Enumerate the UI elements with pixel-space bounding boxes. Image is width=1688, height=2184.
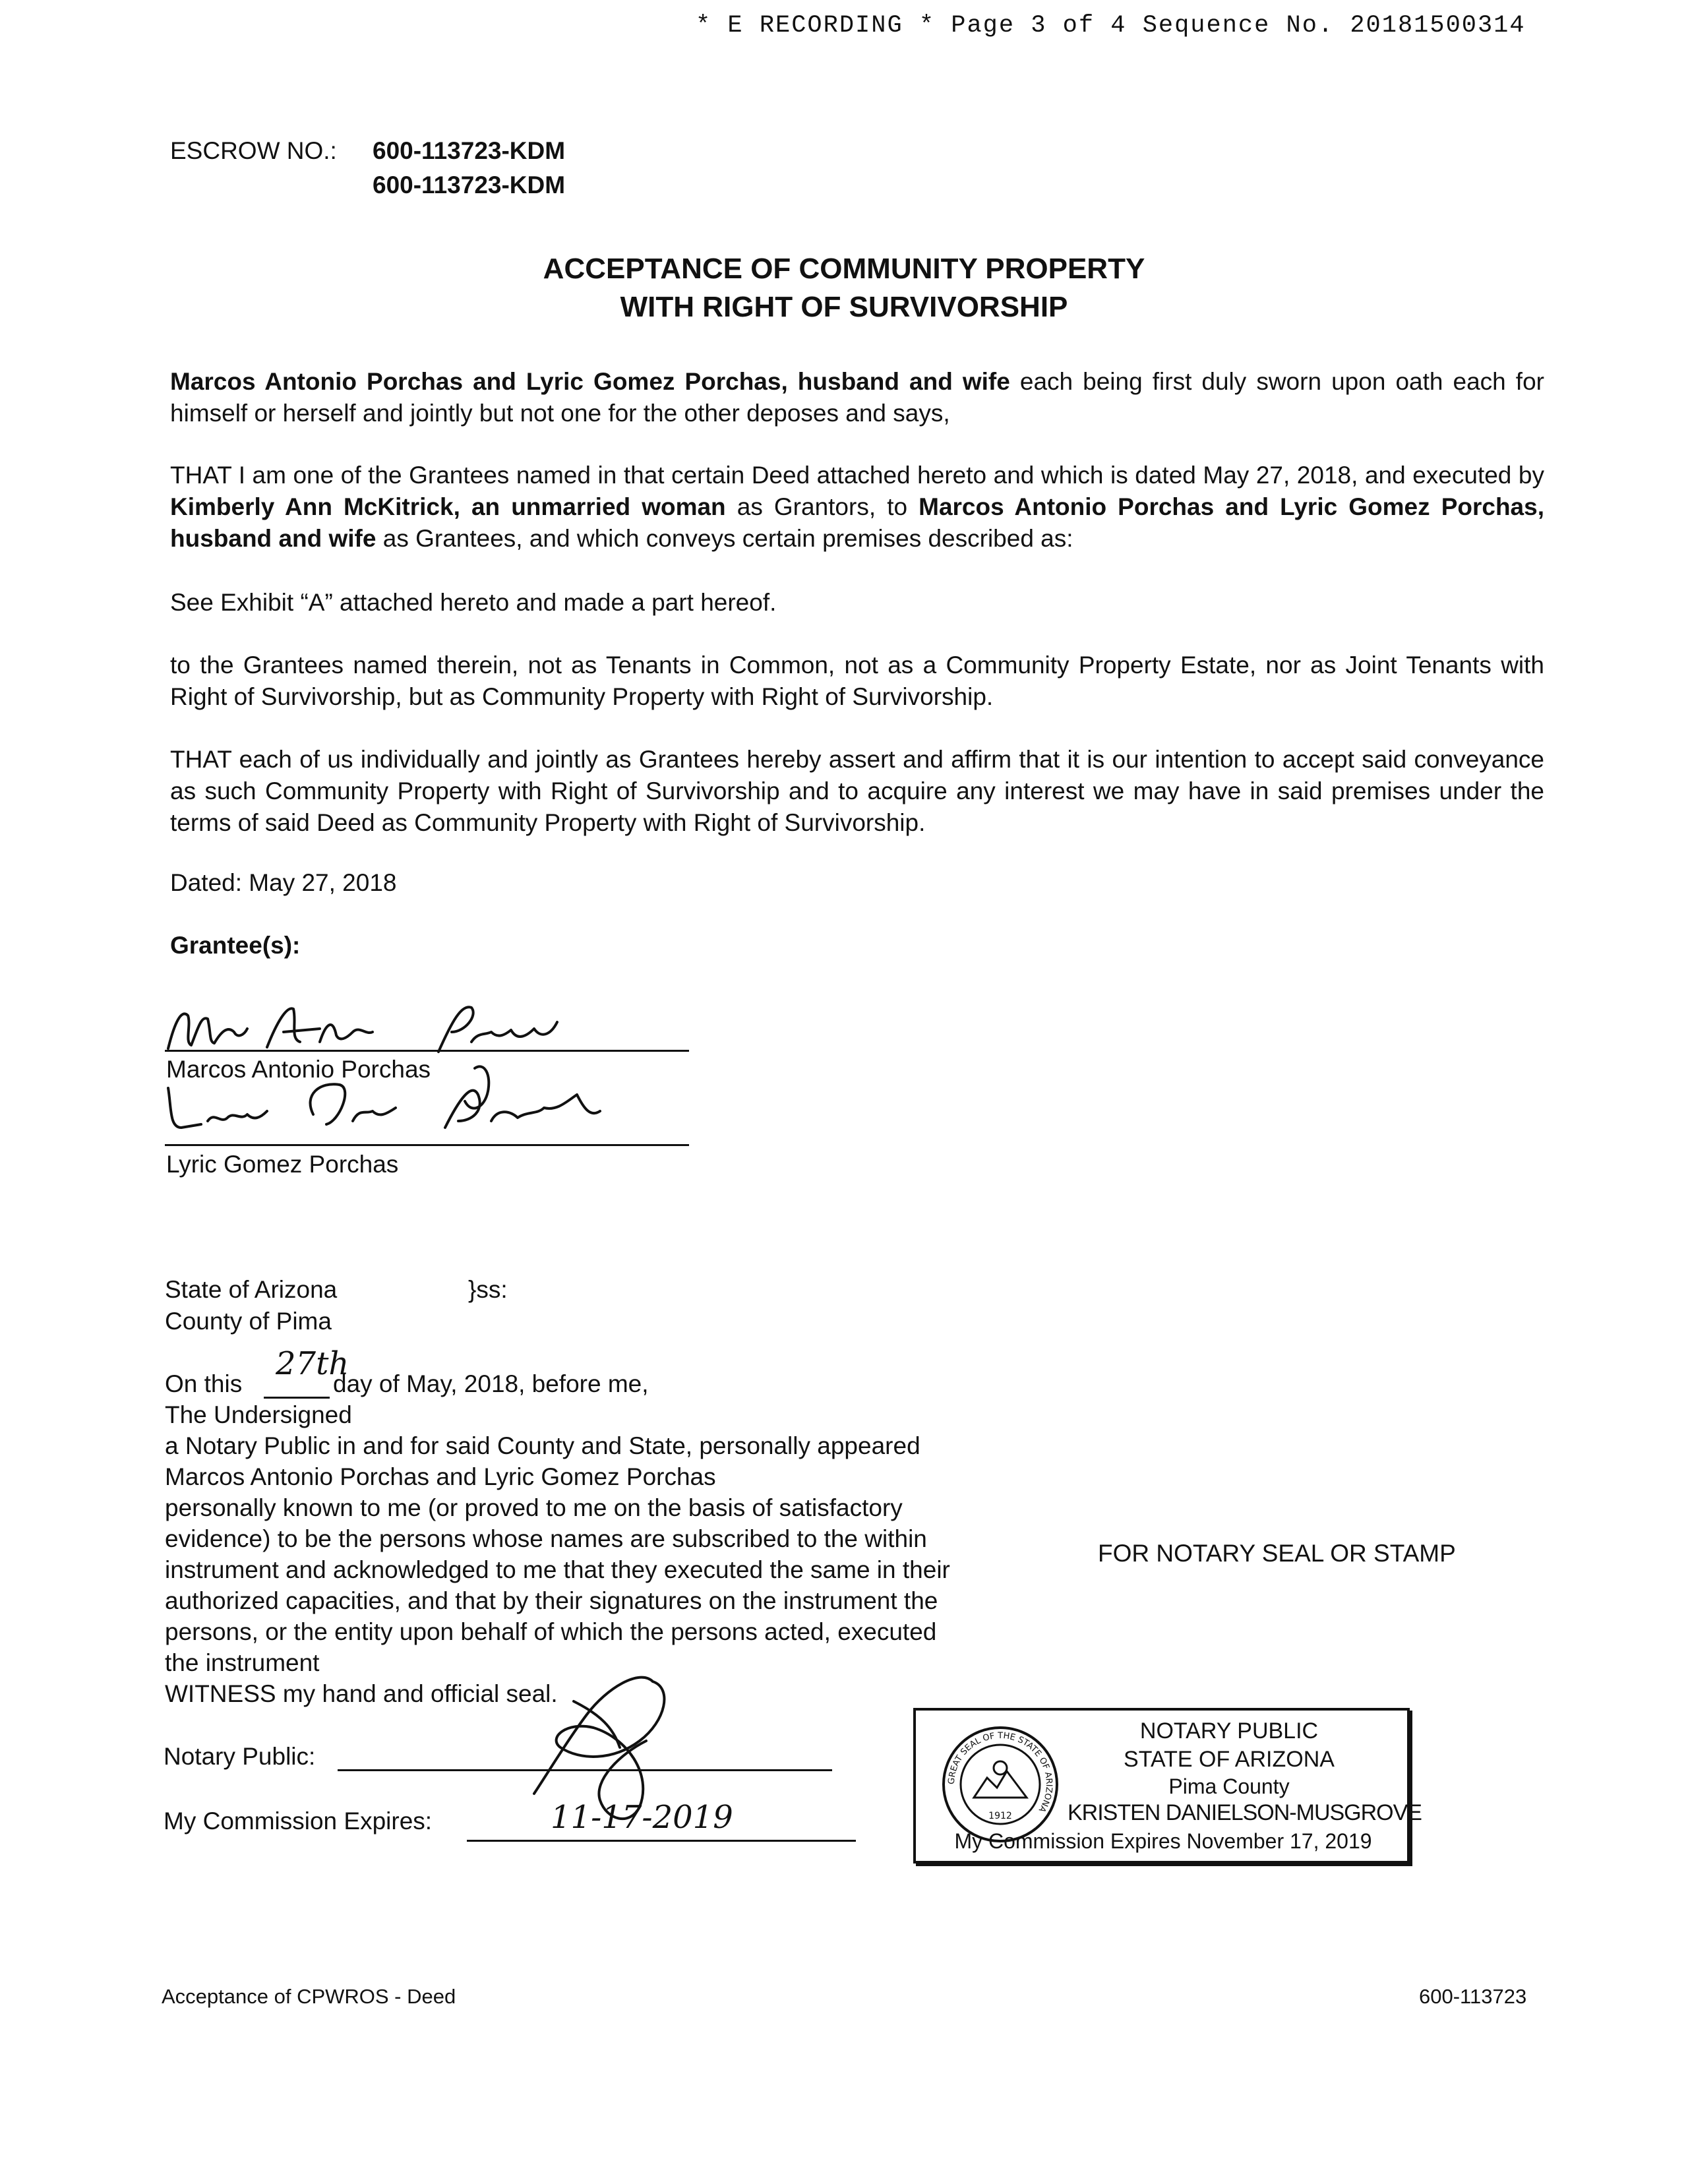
grantees-names-2: Marcos Antonio Porchas and Lyric Gomez Porchas, husband and wife bbox=[170, 493, 1544, 552]
grantees-label: Grantee(s): bbox=[170, 932, 301, 959]
paragraph-2-text-a: THAT I am one of the Grantees named in that certain Deed attached hereto and which is dated May 27, 2018, and executed by bbox=[170, 462, 1544, 489]
recording-header: * E RECORDING * Page 3 of 4 Sequence No. 20181500314 bbox=[696, 12, 1526, 40]
footer-right: 600-113723 bbox=[1419, 1985, 1527, 2008]
witness-line: WITNESS my hand and official seal. bbox=[165, 1680, 558, 1707]
stamp-line-1: NOTARY PUBLIC bbox=[1139, 1718, 1319, 1744]
on-this-label: On this bbox=[165, 1370, 243, 1397]
signer-1-name: Marcos Antonio Porchas bbox=[166, 1056, 431, 1083]
escrow-number-2: 600-113723-KDM bbox=[373, 171, 566, 198]
grantees-names: Marcos Antonio Porchas and Lyric Gomez Porchas, husband and wife bbox=[170, 368, 1010, 395]
notary-line-3: a Notary Public in and for said County and State, personally appeared bbox=[165, 1432, 920, 1459]
day-blank-line bbox=[264, 1397, 330, 1399]
paragraph-1-text: each being first duly sworn upon oath each for himself or herself and jointly but not one for the other deposes and says, bbox=[170, 368, 1544, 427]
notary-stamp bbox=[913, 1708, 1422, 1864]
stamp-line-4: KRISTEN DANIELSON-MUSGROVE bbox=[1068, 1800, 1422, 1825]
paragraph-5: THAT each of us individually and jointly as Grantees hereby assert and affirm that it is our intention to accept said conveyance as such Community Property with Right of Survivorship and to acquire any interest we may have in said premises under the terms of said Deed as Community Property with Right of Survivorship. bbox=[170, 746, 1544, 836]
document-title-line1: ACCEPTANCE OF COMMUNITY PROPERTY bbox=[543, 253, 1145, 285]
notary-public-label: Notary Public: bbox=[164, 1743, 316, 1770]
stamp-line-3: Pima County bbox=[1168, 1774, 1290, 1798]
notary-public-line bbox=[338, 1769, 832, 1771]
notary-line-9: persons, or the entity upon behalf of which the persons acted, executed bbox=[165, 1618, 937, 1645]
seal-year: 1912 bbox=[988, 1811, 1012, 1821]
day-of-may-text: day of May, 2018, before me, bbox=[333, 1370, 649, 1397]
paragraph-2 bbox=[170, 460, 1544, 555]
signature-line-2 bbox=[165, 1144, 689, 1146]
venue-county: County of Pima bbox=[165, 1308, 332, 1335]
escrow-label: ESCROW NO.: bbox=[170, 137, 337, 164]
commission-expires-line bbox=[467, 1840, 856, 1842]
notary-line-8: authorized capacities, and that by their signatures on the instrument the bbox=[165, 1587, 938, 1614]
paragraph-2-text-c: as Grantees, and which conveys certain premises described as: bbox=[376, 525, 1073, 552]
signature-line-1 bbox=[165, 1050, 689, 1052]
notary-line-10: the instrument bbox=[165, 1649, 320, 1676]
stamp-line-5: My Commission Expires November 17, 2019 bbox=[954, 1829, 1372, 1853]
handwritten-day: 27th bbox=[276, 1345, 349, 1382]
notary-line-6: evidence) to be the persons whose names are subscribed to the within bbox=[165, 1525, 927, 1552]
signer-2-name: Lyric Gomez Porchas bbox=[166, 1151, 399, 1178]
footer-left: Acceptance of CPWROS - Deed bbox=[162, 1985, 456, 2008]
state-seal-icon bbox=[941, 1725, 1060, 1844]
paragraph-3: See Exhibit “A” attached hereto and made a part hereof. bbox=[170, 589, 777, 616]
dated-line: Dated: May 27, 2018 bbox=[170, 869, 397, 896]
notary-line-4: Marcos Antonio Porchas and Lyric Gomez Porchas bbox=[165, 1463, 716, 1490]
notary-line-5: personally known to me (or proved to me on the basis of satisfactory bbox=[165, 1494, 903, 1521]
document-title-line2: WITH RIGHT OF SURVIVORSHIP bbox=[620, 291, 1068, 323]
seal-ring-text: GREAT SEAL OF THE STATE OF ARIZONA bbox=[946, 1730, 1054, 1814]
escrow-number-1: 600-113723-KDM bbox=[373, 137, 566, 164]
commission-expires-label: My Commission Expires: bbox=[164, 1807, 433, 1835]
venue-ss: }ss: bbox=[468, 1276, 508, 1303]
paragraph-1 bbox=[170, 366, 1544, 429]
paragraph-2-text-b: as Grantors, to bbox=[725, 493, 919, 520]
notary-line-2: The Undersigned bbox=[165, 1401, 352, 1428]
venue-state: State of Arizona bbox=[165, 1276, 338, 1303]
seal-placeholder-label: FOR NOTARY SEAL OR STAMP bbox=[1098, 1540, 1456, 1567]
notary-line-7: instrument and acknowledged to me that they executed the same in their bbox=[165, 1556, 950, 1583]
paragraph-4: to the Grantees named therein, not as Tenants in Common, not as a Community Property Estate, nor as Joint Tenants with Right of Survivorship, but as Community Property with Right of Survivorship. bbox=[170, 652, 1544, 710]
stamp-line-2: STATE OF ARIZONA bbox=[1124, 1747, 1335, 1772]
handwritten-expiration: 11-17-2019 bbox=[551, 1799, 733, 1836]
signature-marcos bbox=[162, 996, 590, 1062]
grantor-name: Kimberly Ann McKitrick, an unmarried woman bbox=[170, 493, 726, 520]
